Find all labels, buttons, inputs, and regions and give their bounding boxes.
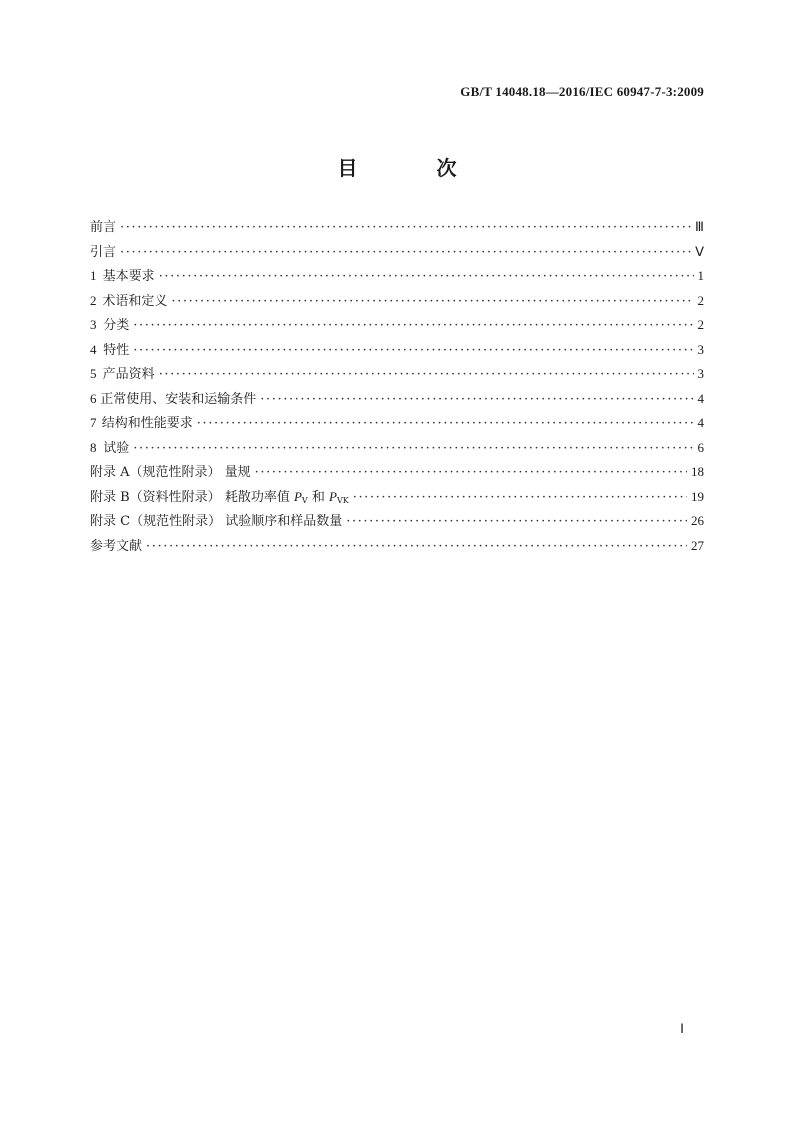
- toc-entry-number: 7: [90, 415, 97, 430]
- power-subscript: VK: [336, 495, 349, 505]
- toc-entry-annex-c[interactable]: [90, 510, 704, 535]
- toc-leader-dots: [159, 367, 694, 382]
- toc-entry-3[interactable]: [90, 314, 704, 339]
- toc-entry-page: 2: [697, 292, 704, 308]
- table-of-contents: [90, 216, 704, 559]
- toc-entry-label: 基本要求: [102, 269, 155, 284]
- toc-entry-4[interactable]: [90, 339, 704, 364]
- toc-entry-number: 5: [90, 366, 97, 381]
- toc-leader-dots: [255, 465, 687, 480]
- toc-leader-dots: [353, 490, 687, 505]
- toc-entry-introduction[interactable]: [90, 241, 704, 266]
- toc-entry-number: 6: [90, 390, 97, 406]
- toc-entry-page: Ⅴ: [695, 243, 704, 259]
- toc-entry-page: 27: [691, 537, 704, 553]
- toc-entry-5[interactable]: [90, 363, 704, 388]
- toc-entry-annex-b[interactable]: [90, 486, 704, 511]
- toc-entry-page: 2: [697, 317, 704, 332]
- power-subscript: V: [301, 495, 308, 505]
- toc-entry-label: [90, 486, 349, 505]
- toc-entry-page: 6: [697, 439, 704, 455]
- toc-entry-number: 3: [90, 317, 97, 332]
- toc-entry-bibliography[interactable]: [90, 535, 704, 560]
- toc-entry-page: Ⅲ: [695, 219, 704, 234]
- toc-entry-label: 附录 C（规范性附录） 试验顺序和样品数量: [90, 514, 343, 529]
- conjunction-text: 和: [311, 489, 325, 505]
- toc-entry-number: 8: [90, 439, 97, 455]
- toc-entry-label: 试验: [103, 440, 130, 456]
- toc-entry-2[interactable]: [90, 290, 704, 315]
- toc-entry-annex-a[interactable]: [90, 461, 704, 486]
- toc-entry-label: 结构和性能要求: [101, 416, 193, 431]
- toc-leader-dots: [133, 343, 693, 358]
- toc-leader-dots: [346, 514, 687, 529]
- page-title: 目 次: [337, 156, 493, 180]
- toc-leader-dots: [133, 441, 693, 456]
- toc-entry-6[interactable]: [90, 388, 704, 413]
- toc-entry-number: 4: [90, 341, 97, 357]
- toc-entry-page: 3: [697, 341, 704, 357]
- toc-entry-label: 产品资料: [102, 367, 155, 382]
- standard-code: GB/T 14048.18—2016/IEC 60947-7-3:2009: [460, 84, 704, 99]
- toc-entry-label-text: 附录 B（资料性附录） 耗散功率值: [90, 489, 290, 505]
- toc-entry-8[interactable]: [90, 437, 704, 462]
- toc-entry-page: 4: [697, 390, 704, 406]
- toc-leader-dots: [133, 318, 693, 333]
- toc-entry-page: 1: [697, 268, 704, 283]
- power-symbol: P: [329, 488, 337, 504]
- toc-entry-1[interactable]: [90, 265, 704, 290]
- toc-leader-dots: [146, 539, 687, 554]
- toc-entry-label: 引言: [90, 244, 117, 260]
- page-number: Ⅰ: [680, 1021, 684, 1036]
- power-symbol: P: [293, 488, 302, 504]
- toc-entry-page: 4: [697, 415, 704, 430]
- toc-leader-dots: [260, 392, 693, 407]
- toc-entry-page: 18: [691, 464, 704, 479]
- toc-entry-page: 3: [697, 366, 704, 381]
- toc-entry-label: 术语和定义: [102, 293, 168, 309]
- toc-entry-label: 正常使用、安装和运输条件: [100, 391, 257, 407]
- toc-entry-page: 19: [691, 488, 704, 504]
- toc-entry-number: 1: [90, 268, 97, 283]
- toc-entry-number: 2: [90, 292, 97, 308]
- toc-leader-dots: [120, 245, 691, 260]
- toc-entry-7[interactable]: [90, 412, 704, 437]
- toc-entry-label: 附录 A（规范性附录） 量规: [90, 465, 251, 480]
- toc-leader-dots: [171, 294, 693, 309]
- toc-entry-label: 参考文献: [90, 538, 143, 554]
- toc-entry-label: 特性: [103, 342, 130, 358]
- toc-leader-dots: [120, 220, 691, 235]
- toc-leader-dots: [159, 269, 694, 284]
- toc-entry-label: 分类: [103, 318, 130, 333]
- toc-entry-foreword[interactable]: [90, 216, 704, 241]
- toc-leader-dots: [197, 416, 694, 431]
- toc-entry-page: 26: [691, 513, 704, 528]
- toc-entry-label: 前言: [90, 220, 117, 235]
